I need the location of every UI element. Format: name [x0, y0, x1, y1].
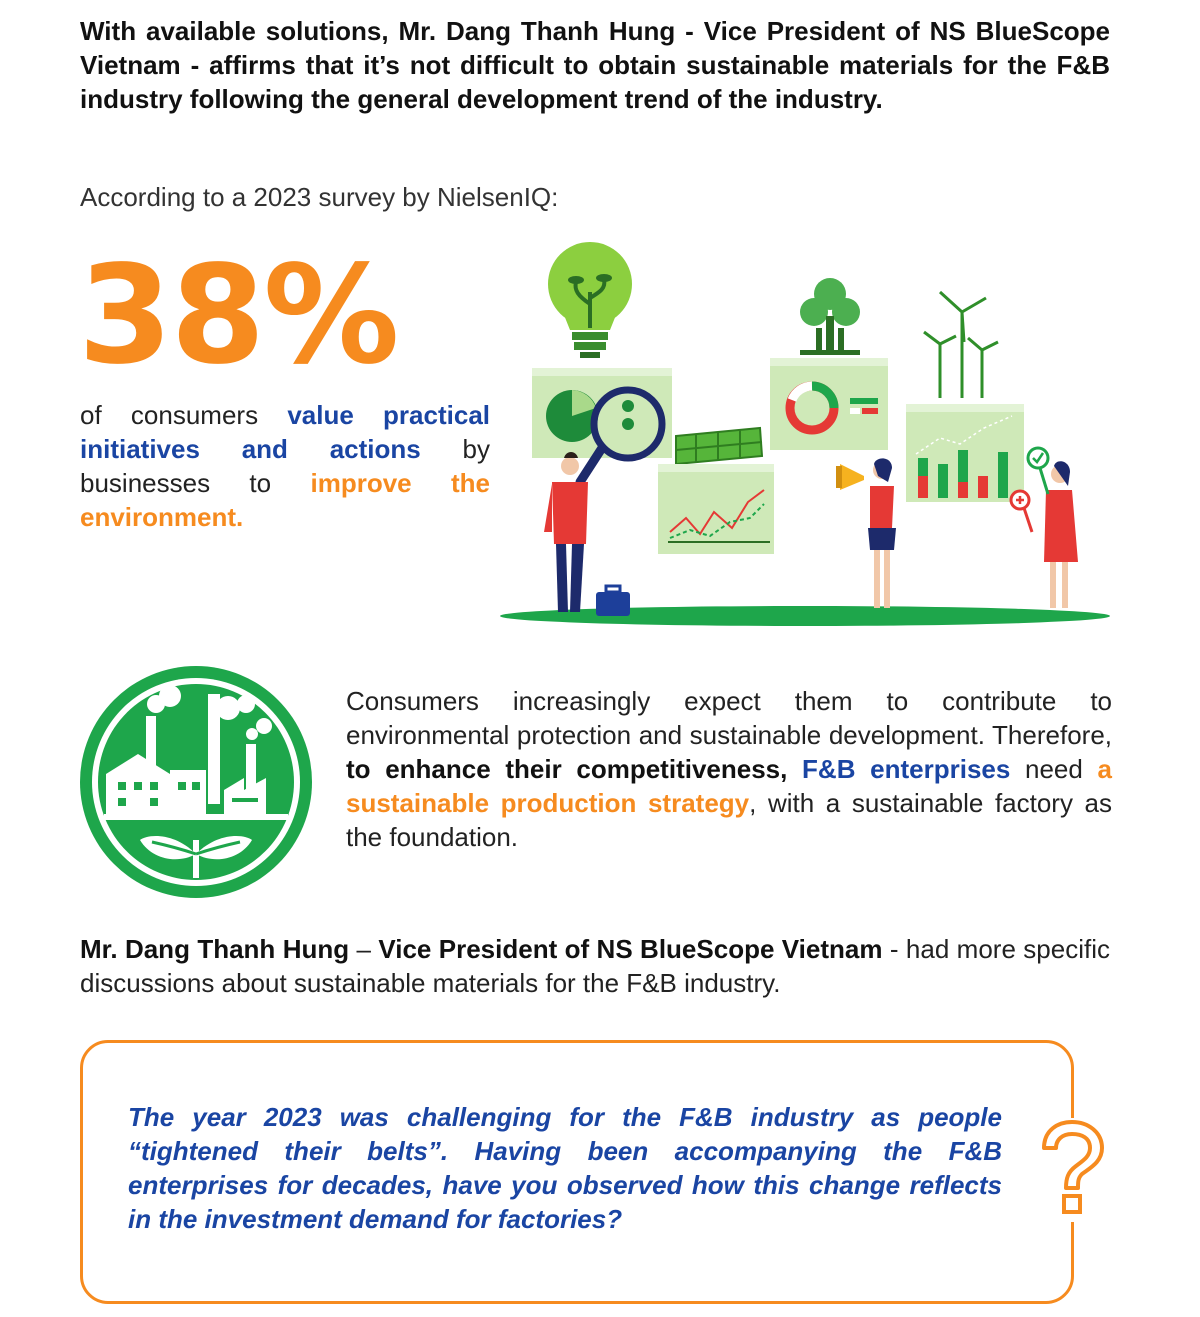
intro-paragraph: With available solutions, Mr. Dang Thanh Hung - Vice President of NS BlueScope Vietnam - affirms that it’s not difficult to obtain sustainable materials for the F&B industry following the general development trend of the industry. — [80, 16, 1110, 114]
speaker-name: Mr. Dang Thanh Hung — [80, 934, 350, 964]
factory-leaf-logo — [78, 664, 314, 900]
consumers-paragraph — [346, 684, 1112, 854]
consumers-text-space — [787, 754, 802, 784]
tree-icon — [800, 278, 860, 355]
question-mark-icon — [1030, 1118, 1114, 1222]
stat-percent: 38% — [78, 237, 398, 395]
consumers-text-1: Consumers increasingly expect them to contribute to environmental protection and sustainable development. Therefore, — [346, 686, 1112, 750]
stat-description — [80, 398, 490, 534]
consumers-text-bold: to enhance their competitiveness, — [346, 754, 788, 784]
consumers-text-blue: F&B enterprises — [802, 754, 1011, 784]
stat-text-plain: of consumers — [80, 400, 288, 430]
speaker-rest: - had more specific discussions about sustainable materials for the F&B industry. — [80, 934, 1110, 998]
stat-text-highlight-orange: improve the environment. — [80, 468, 490, 532]
speaker-title: Vice President of NS BlueScope Vietnam — [378, 934, 883, 964]
consumers-text-5: need — [1010, 754, 1098, 784]
consumers-text-7: , with a sustainable factory as the foundation. — [346, 788, 1113, 852]
survey-lead: According to a 2023 survey by NielsenIQ: — [80, 182, 559, 212]
lightbulb-icon — [548, 242, 632, 358]
speaker-paragraph — [80, 932, 1110, 1000]
sustainability-illustration — [500, 232, 1110, 632]
stat-text-plain-2: by businesses to — [80, 434, 490, 498]
question-text: The year 2023 was challenging for the F&B industry as people “tightened their belts”. Having been accompanying the F&B enterprises for decades, have you observed how this change reflects in the investment demand for factories? — [128, 1102, 1002, 1234]
megaphone-woman-figure — [836, 458, 896, 608]
solar-panel-icon — [676, 428, 762, 464]
speaker-dash: – — [349, 934, 379, 964]
megaphone-icon — [836, 464, 864, 490]
wind-turbine-icon — [924, 292, 998, 398]
consumers-text-orange: a sustainable production strategy — [346, 754, 1112, 818]
stat-text-highlight-blue: value practical initiatives and actions — [80, 400, 490, 464]
briefcase-icon — [596, 586, 630, 616]
